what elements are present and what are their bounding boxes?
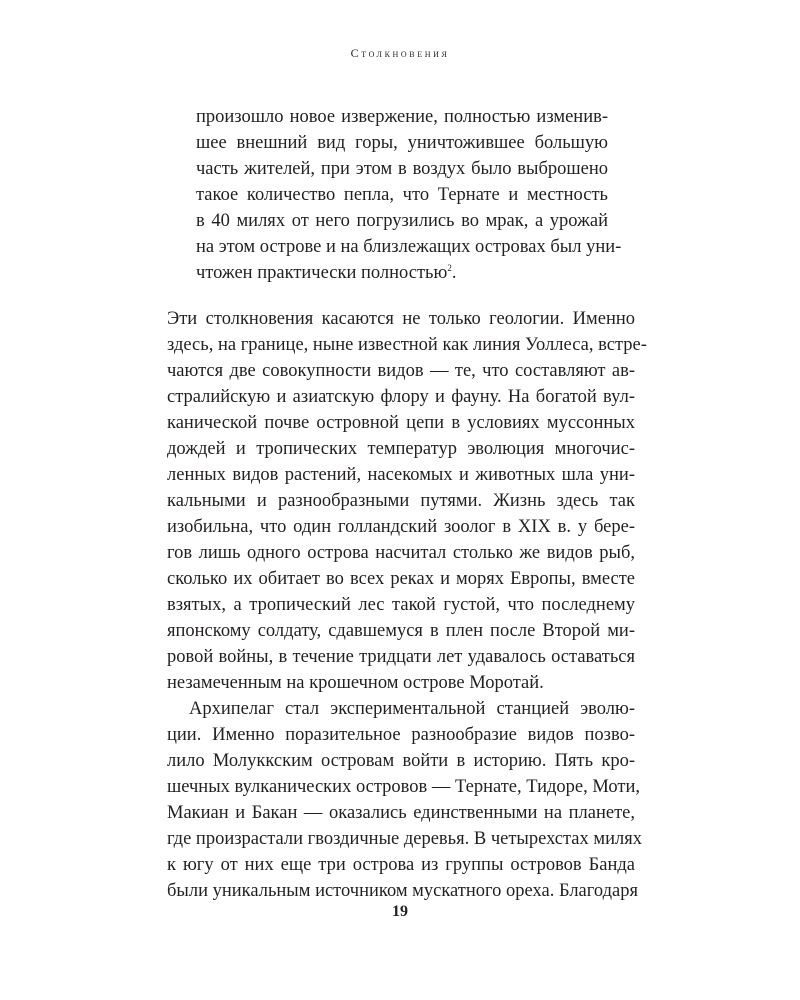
paragraph-line: чаются две совокупности видов — те, что составляют ав-: [167, 361, 635, 381]
paragraph-line: изобильна, что один голландский зоолог в XIX в. у бере-: [167, 517, 635, 537]
quote-line: в 40 милях от него погрузились во мрак, а урожай: [196, 211, 608, 231]
paragraph-1: [167, 306, 647, 696]
paragraph-line: дождей и тропических температур эволюция многочис-: [167, 439, 635, 459]
paragraph-line: Макиан и Бакан — оказались единственными на планете,: [167, 803, 635, 823]
quote-line: чтожен практически полностью: [196, 263, 448, 283]
paragraph-line: шечных вулканических островов — Тернате, Тидоре, Моти,: [167, 777, 640, 797]
paragraph-line: канической почве островной цепи в условиях муссонных: [167, 413, 635, 433]
quote-line: произошло новое извержение, полностью изменив-: [196, 107, 608, 127]
paragraph-line: взятых, а тропический лес такой густой, что последнему: [167, 595, 635, 615]
paragraph-line: стралийскую и азиатскую флору и фауну. На богатой вул-: [167, 387, 635, 407]
paragraph-line: ленных видов растений, насекомых и животных шла уни-: [167, 465, 635, 485]
quote-line: часть жителей, при этом в воздух было выброшено: [196, 159, 608, 179]
paragraph-line: незамеченным на крошечном острове Моротай.: [167, 673, 544, 693]
paragraph-line: ции. Именно поразительное разнообразие видов позво-: [167, 725, 635, 745]
quote-line: такое количество пепла, что Тернате и местность: [196, 185, 608, 205]
paragraph-2: [167, 696, 642, 904]
quote-end-punct: .: [451, 263, 457, 283]
paragraph-line: к югу от них еще три острова из группы островов Банда: [167, 855, 635, 875]
paragraph-line: здесь, на границе, ныне известной как линия Уоллеса, встре-: [167, 335, 647, 355]
paragraph-line: Эти столкновения касаются не только геологии. Именно: [167, 309, 635, 329]
block-quote: [196, 104, 622, 286]
paragraph-line: ровой войны, в течение тридцати лет удавалось оставаться: [167, 647, 635, 667]
paragraph-line: сколько их обитает во всех реках и морях Европы, вместе: [167, 569, 635, 589]
body-text: [167, 306, 647, 904]
paragraph-line: гов лишь одного острова насчитал столько же видов рыб,: [167, 543, 635, 563]
quote-line: шее внешний вид горы, уничтожившее большую: [196, 133, 608, 153]
paragraph-line: Архипелаг стал экспериментальной станцией эволю-: [189, 699, 635, 719]
paragraph-line: кальными и разнообразными путями. Жизнь здесь так: [167, 491, 635, 511]
running-head: Столкновения: [350, 46, 450, 60]
paragraph-line: японскому солдату, сдавшемуся в плен после Второй ми-: [167, 621, 635, 641]
paragraph-line: были уникальным источником мускатного ореха. Благодаря: [167, 881, 639, 901]
quote-line: на этом острове и на близлежащих островах был уни-: [196, 237, 622, 257]
paragraph-line: где произрастали гвоздичные деревья. В четырехстах милях: [167, 829, 642, 849]
footnote-reference[interactable]: 2: [447, 262, 452, 273]
paragraph-line: лило Молуккским островам войти в историю. Пять кро-: [167, 751, 635, 771]
page-number: 19: [392, 903, 408, 920]
quote-last-line: [196, 260, 608, 286]
